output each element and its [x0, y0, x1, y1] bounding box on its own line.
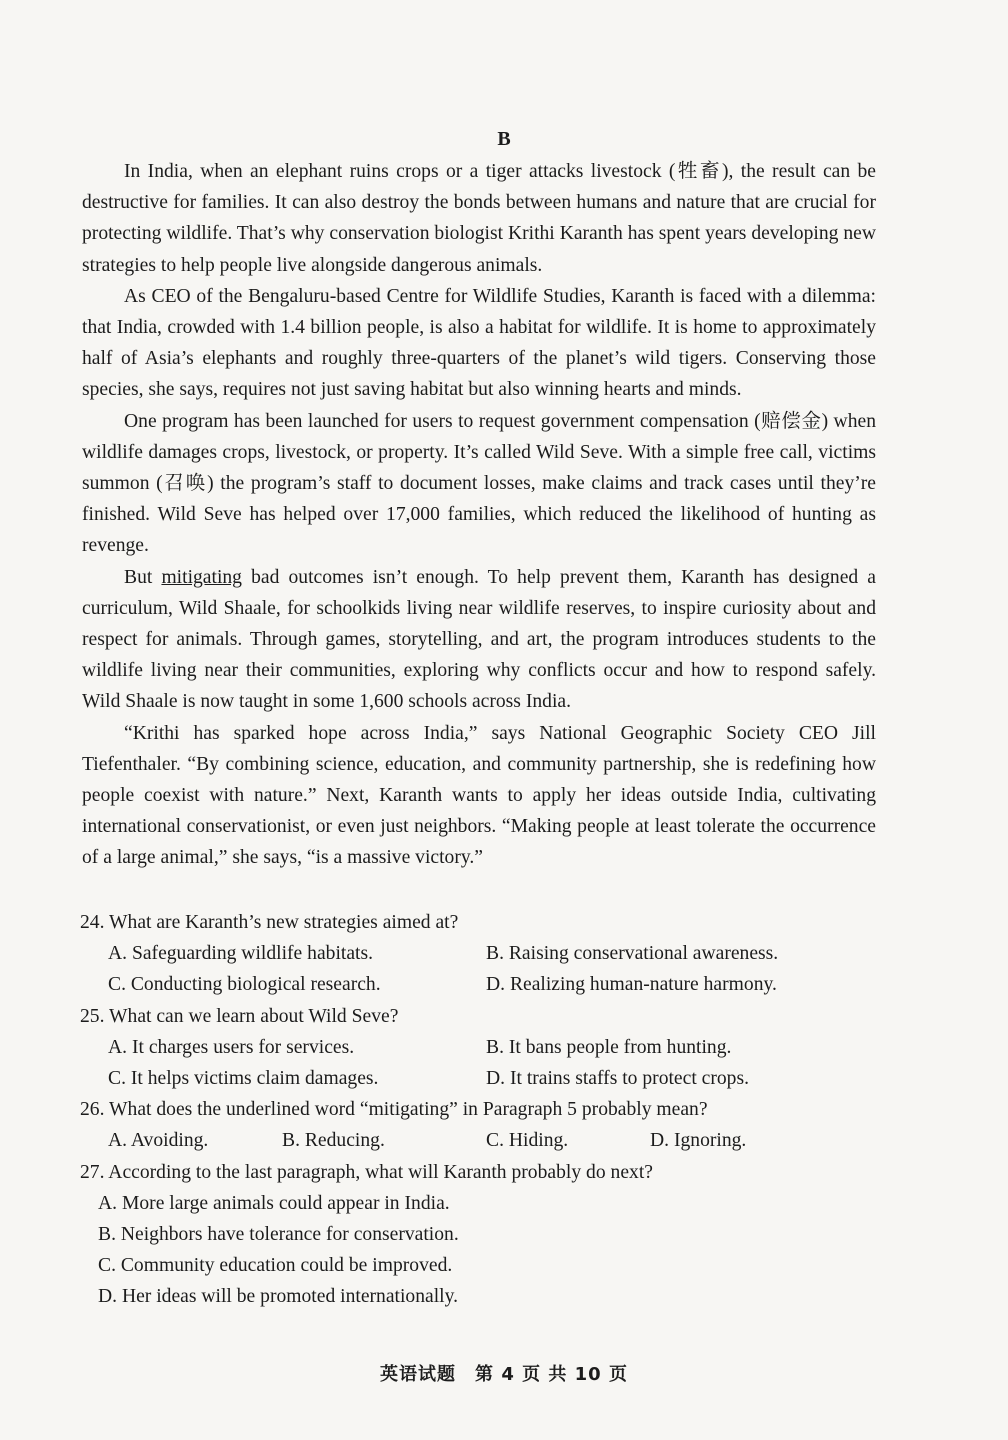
paragraph-5: “Krithi has sparked hope across India,” says National Geographic Society CEO Jill Tiefenthaler. “By combining science, education, and community partnership, she is redefining how people coexist with nature.” Next, Karanth wants to apply her ideas outside India, cultivating international conservationist, or even just neighbors. “Making people at least tolerate the occurrence of a large animal,” she says, “is a massive victory.” — [82, 722, 876, 869]
option-d: D. Realizing human-nature harmony. — [486, 974, 777, 996]
option-list — [80, 1125, 880, 1156]
option-b: B. Reducing. — [282, 1130, 385, 1152]
question-25 — [80, 1001, 880, 1095]
question-24 — [80, 907, 880, 1001]
option-a: A. More large animals could appear in India. — [98, 1192, 450, 1214]
question-stem: 25. What can we learn about Wild Seve? — [80, 1005, 399, 1027]
reading-passage — [82, 156, 876, 874]
paragraph-4 — [82, 562, 876, 718]
underlined-word: mitigating — [161, 566, 242, 588]
option-b: B. It bans people from hunting. — [486, 1036, 732, 1058]
paragraph-4-rest: bad outcomes isn’t enough. To help prevent them, Karanth has designed a curriculum, Wild Shaale, for schoolkids living near wildlife reserves, to inspire curiosity about and respect for animals. Through games, storytelling, and art, the program introduces students to the wildlife living near their communities, exploring why conflicts occur and how to respond safely. Wild Shaale is now taught in some 1,600 schools across India. — [82, 566, 876, 713]
question-stem: 27. According to the last paragraph, what will Karanth probably do next? — [80, 1161, 653, 1183]
question-block — [80, 907, 880, 1313]
section-heading: B — [497, 128, 511, 150]
question-26 — [80, 1094, 880, 1156]
page-footer: 英语试题 第 4 页 共 10 页 — [380, 1364, 628, 1385]
option-c: C. Conducting biological research. — [108, 974, 381, 996]
option-a: A. It charges users for services. — [108, 1036, 355, 1058]
question-stem: 26. What does the underlined word “mitigating” in Paragraph 5 probably mean? — [80, 1099, 708, 1121]
option-b: B. Neighbors have tolerance for conservation. — [98, 1224, 459, 1246]
option-list — [80, 938, 880, 1000]
question-27 — [80, 1157, 880, 1313]
option-b: B. Raising conservational awareness. — [486, 943, 779, 965]
paragraph-1: In India, when an elephant ruins crops or a tiger attacks livestock (牲畜), the result can be destructive for families. It can also destroy the bonds between humans and nature that are crucial for protecting wildlife. That’s why conservation biologist Krithi Karanth has spent years developing new strategies to help people live alongside dangerous animals. — [82, 161, 876, 276]
option-d: D. Ignoring. — [650, 1130, 747, 1152]
option-d: D. It trains staffs to protect crops. — [486, 1068, 750, 1090]
question-stem: 24. What are Karanth’s new strategies aimed at? — [80, 912, 459, 933]
option-d: D. Her ideas will be promoted internationally. — [98, 1286, 459, 1308]
paragraph-2: As CEO of the Bengaluru-based Centre for Wildlife Studies, Karanth is faced with a dilemma: that India, crowded with 1.4 billion people, is also a habitat for wildlife. It is home to approximately half of Asia’s elephants and roughly three-quarters of the planet’s wild tigers. Conserving those species, she says, requires not just saving habitat but also winning hearts and minds. — [82, 285, 876, 401]
option-c: C. Hiding. — [486, 1130, 569, 1152]
option-a: A. Avoiding. — [108, 1130, 209, 1152]
option-c: C. It helps victims claim damages. — [108, 1068, 379, 1090]
option-list — [80, 1032, 880, 1094]
paragraph-4-start: But — [124, 566, 162, 588]
option-a: A. Safeguarding wildlife habitats. — [108, 943, 373, 965]
option-list — [80, 1188, 880, 1313]
paragraph-3: One program has been launched for users to request government compensation (赔偿金) when wildlife damages crops, livestock, or property. It’s called Wild Seve. With a simple free call, victims summon (召唤) the program’s staff to document losses, make claims and track cases until they’re finished. Wild Seve has helped over 17,000 families, which reduced the likelihood of hunting as revenge. — [82, 410, 876, 557]
option-c: C. Community education could be improved. — [98, 1255, 453, 1277]
